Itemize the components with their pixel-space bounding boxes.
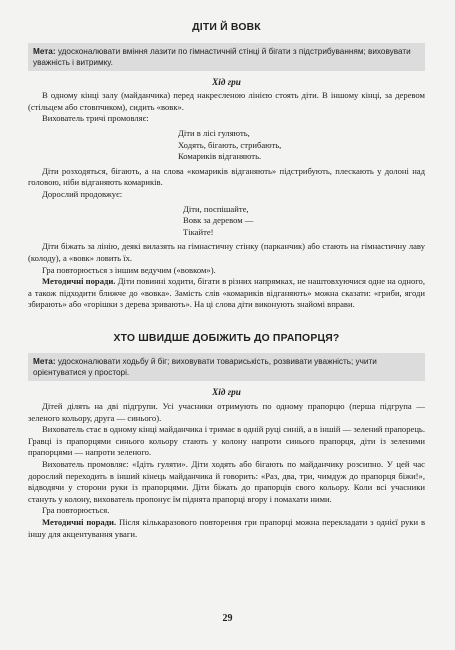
goal-text: удосконалювати вміння лазити по гімнастичній стінці й бігати з підстрибуванням; виховувати уважність і витримку. — [33, 46, 411, 67]
goal-box — [28, 43, 425, 71]
section-title: ХТО ШВИДШЕ ДОБІЖИТЬ ДО ПРАПОРЦЯ? — [113, 332, 340, 344]
goal-text: удосконалювати ходьбу й біг; виховувати товариськість, розвивати уважність; учити орієнтуватися у просторі. — [33, 357, 377, 378]
paragraph: Діти розходяться, бігають, а на слова «комариків відганяють» підстрибують, плескають у долоні над головою, ніби відганяють комариків. — [28, 165, 425, 188]
paragraph: В одному кінці залу (майданчика) перед накресленою лінією стоять діти. В іншому кінці, за деревом (стільцем або стовпчиком), сидить «вовк». — [28, 90, 425, 112]
goal-label: Мета: — [33, 46, 56, 56]
section-subtitle: Хід гри — [212, 387, 241, 398]
game-flag — [28, 333, 425, 540]
section-subtitle: Хід гри — [212, 76, 241, 87]
paragraph: Дорослий продовжує: — [42, 188, 123, 199]
paragraph: Вихователь промовляє: «Ідіть гуляти». Діти ходять або бігають по майданчику розсипно. У цей час дорослий переходить в інший кінець майданчика й говорить: «Раз, два, три, чимдуж до прапорця біжи!», відводячи у сторони руки із прапорцями. Діти біжать до прапорців свого кольору. Коли всі учасники стануть у колону, вихователь пропонує їм піднята прапорці вгору і помахати ними. — [28, 459, 425, 504]
methodical-label: Методичні поради. — [42, 276, 116, 287]
methodical-text: Після кількаразового повторення гри прапорці можна перекладати з однієї руки в іншу для акцентування уваги. — [28, 517, 426, 539]
section-divider — [28, 311, 425, 333]
poem — [28, 204, 425, 239]
paragraph: Вихователь стає в одному кінці майданчика і тримає в одній руці синій, а в іншій — зелений прапорець. Гравці із прапорцями синього кольору стають у колону напроти синього прапорця, діти із зеленими прапорцями — напроти зеленого. — [28, 424, 425, 458]
paragraph: Гра повторюється. — [42, 505, 110, 516]
poem-line: Тікайте! — [183, 226, 214, 237]
poem-line: Діти в лісі гуляють, — [178, 127, 250, 138]
section-title: ДІТИ Й ВОВК — [192, 22, 261, 33]
paragraph: Дітей ділять на дві підгрупи. Усі учасники отримують по одному прапорцю (перша підгрупа — зеленого кольору, друга — синього). — [28, 401, 425, 423]
methodical-advice — [28, 517, 425, 540]
game-wolf — [28, 22, 425, 311]
methodical-label: Методичні поради. — [42, 517, 117, 527]
goal-box — [28, 353, 425, 381]
poem-line: Діти, поспішайте, — [183, 203, 249, 214]
poem — [28, 128, 425, 163]
paragraph: Діти біжать за лінію, деякі вилазять на гімнастичну стінку (парканчик) або стають на гімнастичну лаву (колоду), а «вовк» ловить їх. — [28, 241, 425, 263]
methodical-text: Діти повинні ходити, бігати в різних напрямках, не наштовхуючися одне на одного, а також підходити ближче до «вовка». Замість слів «комариків відганяють» можна сказати: «гриби, ягоди збирають» або «горішки з дерева зривають». На ці слова діти виконують знайомі вправи. — [28, 276, 426, 310]
poem-line: Комариків відганяють. — [178, 151, 262, 162]
methodical-advice — [28, 276, 425, 311]
page-number: 29 — [222, 613, 233, 625]
paragraph: Вихователь тричі промовляє: — [42, 113, 149, 124]
poem-line: Ходять, бігають, стрибають, — [178, 139, 282, 150]
paragraph: Гра повторюється з іншим ведучим («вовком»). — [42, 264, 216, 275]
poem-line: Вовк за деревом — — [183, 215, 254, 226]
goal-label: Мета: — [33, 357, 56, 367]
